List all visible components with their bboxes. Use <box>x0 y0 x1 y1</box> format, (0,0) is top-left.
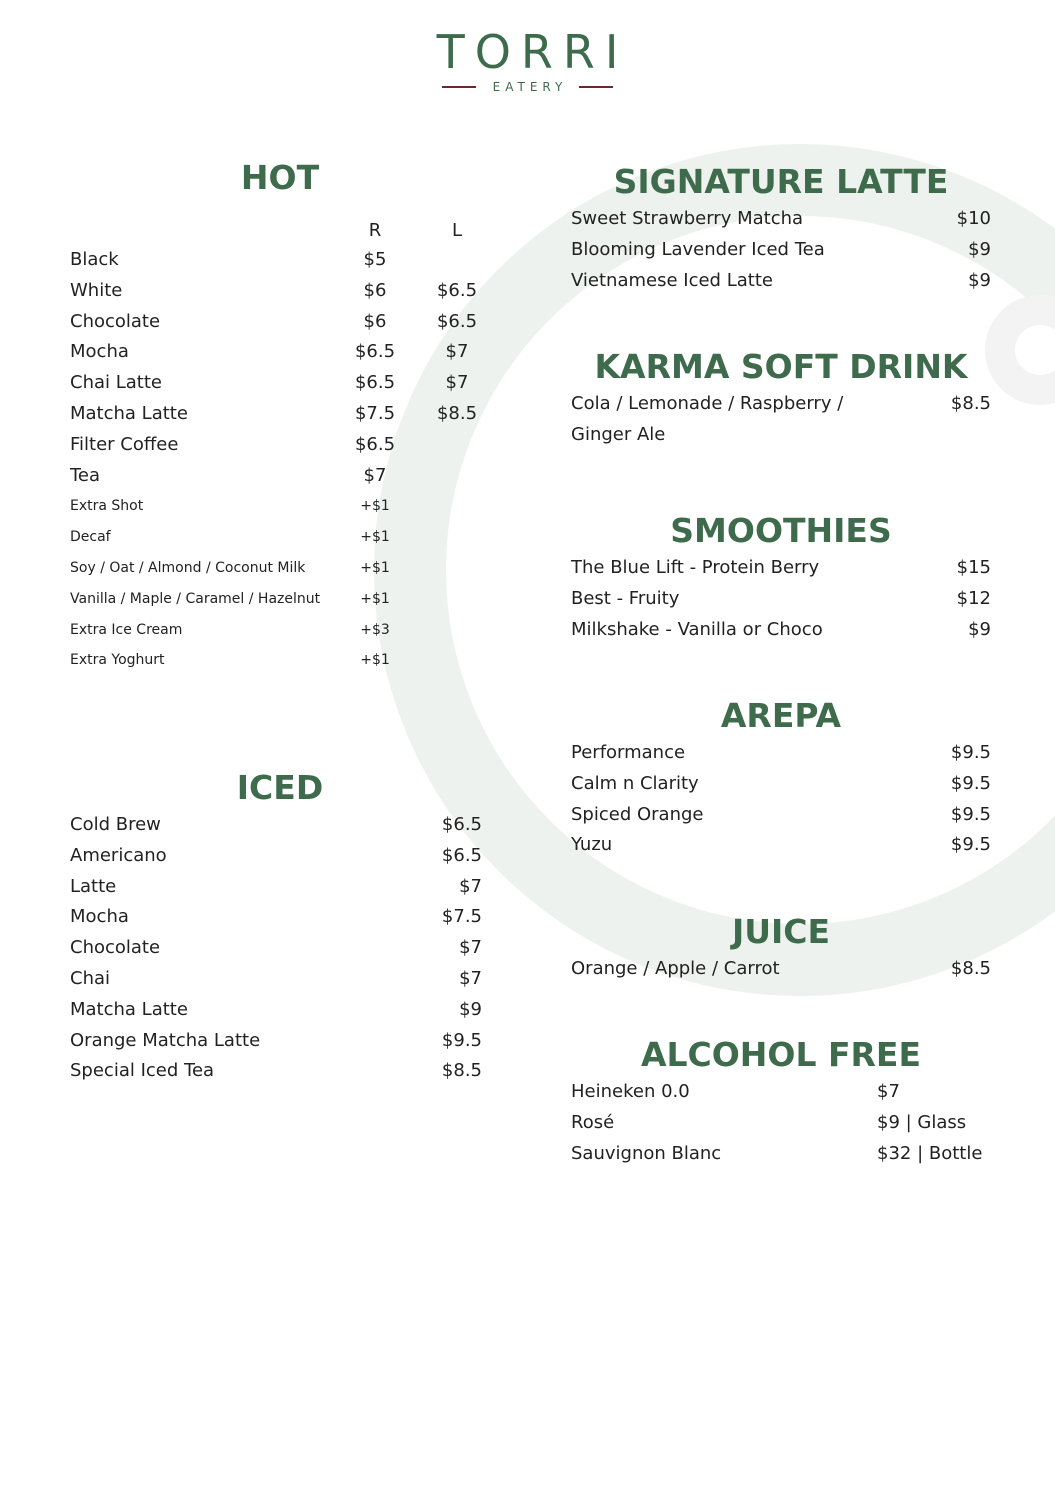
menu-item-continued <box>571 420 991 451</box>
extra-item <box>70 615 482 646</box>
item-price: $9 <box>968 618 991 640</box>
menu-item <box>70 872 482 903</box>
item-name: Tea <box>70 464 101 486</box>
menu-item <box>571 769 991 800</box>
item-price: $9 <box>968 238 991 260</box>
menu-item <box>70 245 482 276</box>
item-price: $8.5 <box>950 958 991 979</box>
section-title-hot: HOT <box>240 158 320 197</box>
section-title-alcohol-free: ALCOHOL FREE <box>640 1035 922 1074</box>
item-name: Cold Brew <box>70 814 161 835</box>
item-name: Chai <box>70 967 111 989</box>
extra-item <box>70 522 482 553</box>
item-price-regular: $5 <box>363 249 387 270</box>
item-price-regular: $6.5 <box>354 341 396 363</box>
item-name: Orange Matcha Latte <box>70 1029 261 1051</box>
item-price-large: $6.5 <box>436 310 478 332</box>
menu-item <box>70 430 482 461</box>
menu-item <box>70 1026 482 1057</box>
brand-logo <box>0 26 1055 94</box>
item-price: $9.5 <box>950 803 991 825</box>
item-price-regular: $7 <box>363 464 387 486</box>
item-price-large: $7 <box>445 372 469 394</box>
item-price-regular: $6 <box>363 279 387 301</box>
item-price: $7 <box>459 967 482 989</box>
section-title-iced: ICED <box>236 768 324 807</box>
menu-item <box>70 337 482 368</box>
menu-item <box>70 461 482 492</box>
menu-item <box>571 1139 991 1170</box>
extra-price: +$3 <box>360 621 390 638</box>
item-price: $12 <box>956 587 991 609</box>
item-price: $6.5 <box>441 814 482 835</box>
item-name: Orange / Apple / Carrot <box>571 958 780 979</box>
extra-item <box>70 584 482 615</box>
extra-name: Extra Ice Cream <box>70 621 183 638</box>
item-name: Mocha <box>70 906 129 928</box>
menu-item <box>571 615 991 646</box>
item-name: Spiced Orange <box>571 803 704 825</box>
menu-item <box>70 964 482 995</box>
item-name: Best - Fruity <box>571 587 680 609</box>
menu-item <box>70 307 482 338</box>
menu-item <box>70 1056 482 1087</box>
menu-item <box>70 276 482 307</box>
item-name: Americano <box>70 844 167 866</box>
section-signature-latte <box>571 160 991 296</box>
item-name: Chocolate <box>70 310 161 332</box>
extra-price: +$1 <box>360 652 390 669</box>
menu-item <box>571 235 991 266</box>
menu-item <box>70 368 482 399</box>
item-name-line-1: Cola / Lemonade / Raspberry / <box>571 393 844 414</box>
extra-item <box>70 491 482 522</box>
size-header-large: L <box>451 220 463 241</box>
item-name: Chocolate <box>70 937 161 959</box>
extra-name: Extra Shot <box>70 498 144 515</box>
extra-name: Decaf <box>70 529 111 546</box>
item-name: Filter Coffee <box>70 433 179 455</box>
logo-rule-right <box>579 86 613 88</box>
item-price: $8.5 <box>950 393 991 414</box>
menu-item <box>571 389 991 420</box>
menu-item <box>70 399 482 430</box>
item-price-regular: $6.5 <box>354 372 396 394</box>
extra-item <box>70 553 482 584</box>
item-price-large: $7 <box>445 341 469 363</box>
item-name: The Blue Lift - Protein Berry <box>571 557 820 578</box>
extra-price: +$1 <box>360 559 390 576</box>
item-name: Mocha <box>70 341 129 363</box>
item-price: $8.5 <box>441 1060 482 1082</box>
extra-name: Vanilla / Maple / Caramel / Hazelnut <box>70 590 321 607</box>
item-name-line-2: Ginger Ale <box>571 423 666 445</box>
item-price: $9 | Glass <box>877 1111 967 1133</box>
item-price: $7 <box>877 1081 900 1102</box>
extra-name: Extra Yoghurt <box>70 652 165 669</box>
extra-item <box>70 645 482 676</box>
item-name: Latte <box>70 875 117 897</box>
item-name: White <box>70 279 123 301</box>
menu-item <box>70 933 482 964</box>
section-karma-soft-drink <box>571 345 991 451</box>
item-price-large: $8.5 <box>436 402 478 424</box>
menu-item <box>571 1077 991 1108</box>
menu-item <box>571 954 991 985</box>
item-name: Sauvignon Blanc <box>571 1142 722 1164</box>
size-header-row <box>70 217 482 245</box>
item-name: Milkshake - Vanilla or Choco <box>571 618 823 640</box>
item-price: $15 <box>956 557 991 578</box>
item-price: $9 <box>968 269 991 291</box>
section-iced <box>70 766 482 1087</box>
size-header-regular: R <box>368 220 382 241</box>
item-name: Vietnamese Iced Latte <box>571 269 773 291</box>
item-price-large: $6.5 <box>436 279 478 301</box>
left-column <box>70 156 482 1082</box>
menu-item <box>571 266 991 297</box>
brand-name: TORRI <box>436 25 629 79</box>
menu-item <box>571 800 991 831</box>
item-name: Blooming Lavender Iced Tea <box>571 238 825 260</box>
section-title-juice: JUICE <box>731 912 831 951</box>
item-price-regular: $6.5 <box>354 433 396 455</box>
menu-item <box>571 830 991 861</box>
menu-item <box>571 553 991 584</box>
item-price: $7 <box>459 937 482 959</box>
item-price-regular: $7.5 <box>354 402 396 424</box>
item-name: Heineken 0.0 <box>571 1081 690 1102</box>
item-name: Chai Latte <box>70 372 162 394</box>
section-arepa <box>571 694 991 861</box>
extra-price: +$1 <box>360 590 390 607</box>
logo-rule-left <box>442 86 476 88</box>
item-name: Black <box>70 249 119 270</box>
item-name: Matcha Latte <box>70 402 188 424</box>
menu-item <box>70 841 482 872</box>
section-alcohol-free <box>571 1033 991 1169</box>
item-price: $32 | Bottle <box>877 1142 983 1164</box>
section-title-arepa: AREPA <box>720 696 842 735</box>
item-name: Calm n Clarity <box>571 772 699 794</box>
item-price: $9.5 <box>441 1029 482 1051</box>
section-title-signature-latte: SIGNATURE LATTE <box>613 162 949 201</box>
item-name: Rosé <box>571 1111 615 1133</box>
item-price: $6.5 <box>441 844 482 866</box>
section-title-smoothies: SMOOTHIES <box>670 511 892 550</box>
menu-item <box>70 810 482 841</box>
section-juice <box>571 910 991 985</box>
brand-subtitle: EATERY <box>492 80 568 94</box>
item-price: $10 <box>956 208 991 229</box>
item-price: $9.5 <box>950 742 991 763</box>
extra-name: Soy / Oat / Almond / Coconut Milk <box>70 559 306 576</box>
item-name: Sweet Strawberry Matcha <box>571 208 804 229</box>
item-name: Special Iced Tea <box>70 1060 215 1082</box>
item-price: $9 <box>459 998 482 1020</box>
item-price: $9.5 <box>950 834 991 856</box>
section-hot <box>70 156 482 676</box>
menu-item <box>70 995 482 1026</box>
extra-price: +$1 <box>360 529 390 546</box>
item-name: Yuzu <box>571 834 613 856</box>
item-price: $7 <box>459 875 482 897</box>
menu-item <box>571 204 991 235</box>
section-title-karma-soft-drink: KARMA SOFT DRINK <box>594 347 968 386</box>
item-name: Matcha Latte <box>70 998 188 1020</box>
section-smoothies <box>571 509 991 645</box>
brand-sub-row <box>0 80 1055 94</box>
menu-item <box>571 738 991 769</box>
menu-item <box>571 584 991 615</box>
menu-item <box>70 902 482 933</box>
extra-price: +$1 <box>360 498 390 515</box>
menu-item <box>571 1108 991 1139</box>
item-name: Performance <box>571 742 686 763</box>
item-price: $7.5 <box>441 906 482 928</box>
item-price-regular: $6 <box>363 310 387 332</box>
item-price: $9.5 <box>950 772 991 794</box>
